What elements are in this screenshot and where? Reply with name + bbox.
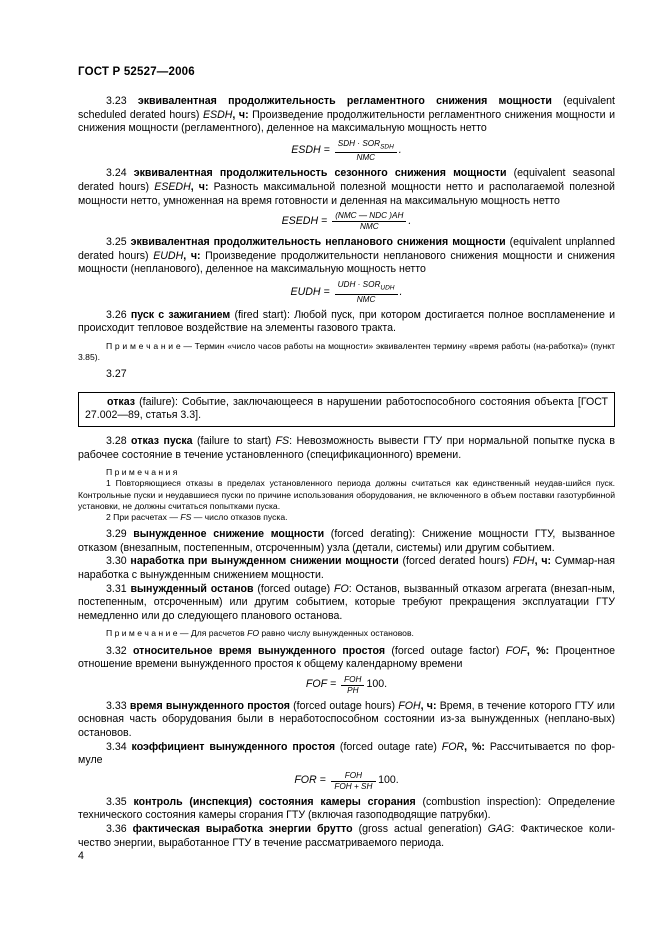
definition-text: Процентное отношение времени вынужденного простоя к общему календарному времени [78,644,615,671]
clause-number: 3.31 [106,582,127,595]
page-number: 4 [78,850,84,862]
term-en: (fired start) [230,308,287,321]
definition-text: Суммар-ная наработка с вынужденным снижением мощности. [78,555,615,581]
clause-number-3-27: 3.27 [106,368,127,381]
term-en: (failure to start) [192,435,276,447]
term-unit: , ч: [232,108,249,121]
notes-label: П р и м е ч а н и я [106,467,178,478]
page-content [78,95,615,850]
term-abbr: ESDH [202,108,233,121]
term-en: (gross actual generation) [352,822,488,835]
clause-number: 3.30 [106,555,127,568]
term: отказ пуска [131,435,193,447]
term-unit: , ч: [183,249,201,262]
formula-denominator: NMC [356,153,376,163]
formula-tail: 100. [378,774,399,787]
definition-3-28 [78,435,615,462]
definition-text: : Определение технического состояния камеры сгорания ГТУ (включая газоподводящие патрубки). [78,795,615,822]
term: отказ [107,395,135,408]
definition-text: : Событие, заключающееся в нарушении работоспособного состояния объекта [ГОСТ 27.002—89, статья 3.3]. [85,395,609,422]
term-unit: , ч: [190,181,209,194]
formula-lhs: FOF [305,678,328,691]
formula-fraction [335,280,398,305]
term-en: (forced outage) [253,582,334,595]
term-en: (combustion inspection) [415,795,539,808]
clause-number: 3.28 [106,435,127,447]
clause-number: 3.34 [106,740,127,753]
definition-3-26 [78,309,615,336]
note-label: П р и м е ч а н и е [106,340,181,351]
definition-text: Время, в течение которого ГТУ или основная часть оборудования были в неработоспособном состоянии из-за вынужденных (неплано-вых) остановов. [78,699,615,739]
note-2: 2 При расчетах — FS — число отказов пуска. [106,512,288,522]
clause-number: 3.24 [106,167,127,180]
term: наработка при вынужденном снижении мощности [130,555,399,568]
definition-text: Рассчитывается по фор-муле [78,740,615,767]
term-en: (forced outage factor) [385,644,506,657]
formula-lhs: ESEDH [281,214,319,227]
term-en: (equivalent unplanned derated hours) [78,236,615,262]
term: вынужденный останов [130,582,254,595]
note-3-31: П р и м е ч а н и е — Для расчетов FO равно числу вынужденных остановов. [106,628,414,639]
term-en: (forced outage rate) [335,740,442,753]
term: относительное время вынужденного простоя [132,644,386,657]
definition-text: : Снижение мощности ГТУ, вызванное отказом (внезапным, постепенным, отсроченным) узла (детали, системы) или другим событием. [78,528,616,554]
formula-denominator: FOH + SH [334,781,373,791]
term-abbr: EUDH [153,249,184,262]
formula-numerator: SDH · $SOR_{SDH}$ [335,139,397,154]
clause-number: 3.23 [106,95,127,107]
term: эквивалентная продолжительность регламентного снижения мощности [137,95,552,107]
formula-denominator: PH [347,685,359,695]
term-abbr: FOH [398,699,421,712]
definition-3-24 [78,167,615,208]
term: пуск с зажиганием [130,308,231,321]
definition-text: : Останов, вызванный отказом агрегата (внезап-ным, постепенным, отсроченным) или другим событием, которые требуют прекращения эксплуатации ГТУ немедленно или до следующего планового останова. [78,582,615,622]
definition-box-3-27 [78,392,615,427]
formula-for: FOR = $\frac{\text{FOH}}{\text{FOH + SH}}$ 100. [294,770,399,791]
definition-text: Произведение продолжительности непланового снижения мощности и снижения мощности (непланового), деленное на максимальную мощность нетто [78,249,615,276]
term-abbr: FS [275,435,290,447]
definition-3-33 [78,700,615,741]
definition-3-34 [78,741,615,768]
term-en: (forced derating) [324,528,413,541]
term-en: (equivalent seasonal derated hours) [78,167,615,194]
term-abbr: ESEDH [154,181,191,194]
formula-numerator: (NMC — NDC )AH [332,211,406,222]
formula-denominator: NMC [359,222,379,232]
term-unit: , ч: [420,699,437,712]
term-abbr: GAG [487,822,512,835]
formula-esedh: ESEDH = $\frac{\text{(NMC — NDC )AH}}{\text{NMC}}$ . [281,211,412,232]
term: коэффициент вынужденного простоя [131,740,336,753]
clause-number: 3.32 [106,644,127,657]
term: время вынужденного простоя [129,699,290,712]
clause-number: 3.26 [106,308,127,321]
definition-text: : Невозможность вывести ГТУ при нормальной попытке пуска в рабочее состояние в течение установленного (спецификационного) времени. [78,435,616,461]
formula-fraction [331,771,376,792]
term-en: (failure) [135,395,176,408]
formula-eudh: EUDH = $\frac{UDH \cdot SOR_{UDH}}{\text{NMC}}$ . [290,279,403,304]
formula-fraction [335,139,397,164]
clause-number: 3.33 [106,699,127,712]
term-abbr: FOF [505,644,527,657]
formula-fraction [341,675,364,696]
definition-3-25 [78,236,615,277]
definition-text: : Фактическое коли-чество энергии, выработанное ГТУ в течение рассматриваемого периода. [78,822,615,849]
term-en: (forced derated hours) [398,555,513,568]
clause-number: 3.35 [106,795,127,808]
note-3-26 [78,341,615,363]
formula-lhs: FOR [294,774,317,787]
clause-number: 3.29 [106,528,127,541]
term-unit: , %: [526,644,550,657]
definition-3-31 [78,583,615,624]
formula-fraction [332,211,406,232]
note-text: — Термин «число часов работы на мощности» эквивалентен термину «время работы (на-работка)» (пункт 3.85). [78,340,615,363]
definition-text: Произведение продолжительности регламентного снижения мощности и снижения мощности (регламентного), деленное на максимальную мощность нетто [78,108,615,135]
term-unit: , ч: [534,555,552,568]
term: эквивалентная продолжительность сезонного снижения мощности [133,167,507,180]
formula-numerator: UDH · $SOR_{UDH}$ [335,280,398,295]
formula-numerator: FOH [341,675,364,686]
formula-lhs: EUDH [290,285,321,298]
formula-tail: 100. [366,678,388,691]
definition-3-35 [78,796,615,823]
term: эквивалентная продолжительность непланового снижения мощности [130,236,506,249]
formula-numerator: FOH [331,771,376,782]
note-1: 1 Повторяющиеся отказы в пределах установленного периода должны считаться как единственный неудав-шийся пуск. Контрольные пуски и неудавшиеся пуски по причине использования оборудования, не включенного в объем поставки газотурбинной установки, не должны считаться попытками пуска. [78,478,615,511]
page-header: ГОСТ Р 52527—2006 [78,66,195,78]
formula-denominator: NMC [356,294,376,304]
definition-3-27 [85,396,608,423]
definition-3-30 [78,555,615,582]
clause-number: 3.36 [106,822,127,835]
term: фактическая выработка энергии брутто [132,822,353,835]
term: контроль (инспекция) состояния камеры сгорания [133,795,416,808]
definition-3-36 [78,823,615,850]
clause-number: 3.25 [106,236,127,249]
formula-fof: FOF = $\frac{\text{FOH}}{PH}$ 100. [305,674,388,695]
term: вынужденное снижение мощности [133,528,325,541]
definition-3-29 [78,528,615,555]
term-en: (equivalent scheduled derated hours) [78,95,615,121]
term-en: (forced outage hours) [289,699,399,712]
definition-3-32 [78,645,615,672]
term-abbr: FO [333,582,349,595]
definition-text: : Любой пуск, при котором достигается полное воспламенение и происходит тепловое воздействие на элементы газового тракта. [78,308,615,335]
note-label: П р и м е ч а н и е [106,628,178,639]
definition-3-23 [78,95,615,136]
definition-text: Разность максимальной полезной мощности нетто и располагаемой полезной мощности нетто, умноженная на время готовности и деленная на максимальную мощность нетто [78,181,615,207]
formula-esdh: ESDH = $\frac{SDH \cdot SOR_{SDH}}{\text{NMC}}$ . [291,138,402,163]
term-abbr: FOR [441,740,465,753]
formula-lhs: ESDH [291,144,321,157]
term-abbr: FDH [512,555,535,568]
term-unit: , %: [464,740,485,753]
